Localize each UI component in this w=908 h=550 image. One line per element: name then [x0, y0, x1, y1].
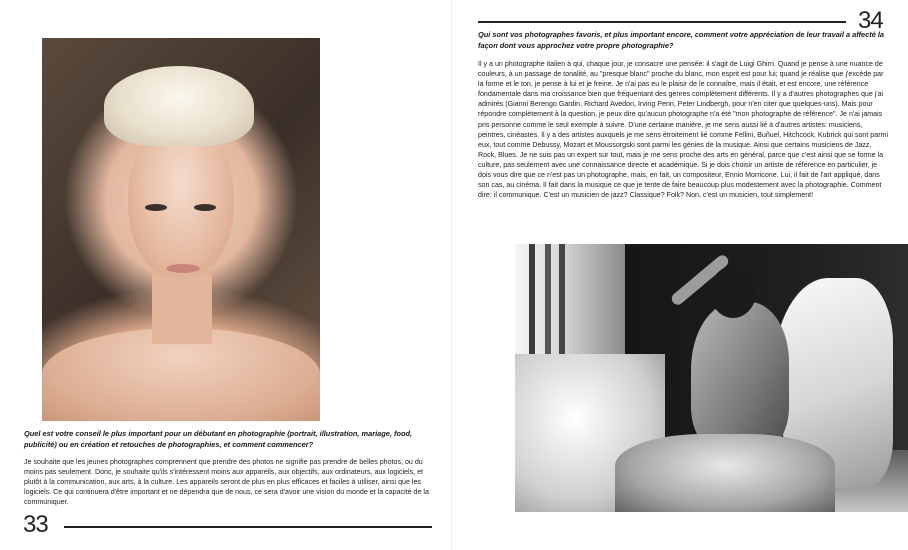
left-answer: Je souhaite que les jeunes photographes comprennent que prendre des photos ne signifie pas prendre de belles photos, ou du moins pas seulement. Donc, je souhaite qu'ils s'intéressent moins aux appareils, aux objectifs, aux ordinateurs, aux logiciels, et plutôt à la communication, aux arts, à la culture. Les appareils seront de plus en plus efficaces et faciles à utiliser, ainsi que les logiciels. Ce qui continuera d'être important et ne dépendra que de nous, ce sera d'avoir une vision du monde et la capacité de la communiquer. — [24, 458, 429, 507]
portrait-photo — [42, 38, 320, 421]
angel-photo — [515, 244, 908, 512]
left-footer-rule — [64, 526, 432, 528]
right-page-number: 34 — [858, 7, 883, 34]
portrait-neck — [152, 274, 212, 344]
angel-head — [710, 266, 756, 318]
right-page — [452, 0, 908, 550]
angel-tulle-skirt — [615, 434, 835, 512]
right-answer: Il y a un photographe italien à qui, chaque jour, je consacre une pensée: il s'agit de Luigi Ghirri. Quand je pense à une nuance de couleurs, à un passage de tonalité, au "presque blanc" proche du blanc, mon esprit est pour lui; quand je réalise que j'excède par la forme et le ton, je pense à lui et je freine. Je n'ai pas eu le plaisir de le connaître, mais il était, et est encore, une référence fondamentale dans ma croissance bien que fréquentant des genres complètement différents. Il y a d'autres photographes que j'ai admirés (Gianni Berengo Gardin, Richard Avedon, Irving Penn, Peter Lindbergh, pour n'en citer que quelques-uns). Mais pour répondre complètement à la question, je peux dire qu'aucun photographe n'a été "mon photographe de référence". Je n'ai jamais pris personne comme le seul exemple à suivre. D'une certaine manière, je me sens aussi lié à d'autres artistes: musiciens, peintres, cinéastes. Il y a des artistes auxquels je me sens étroitement lié comme Fellini, Buñuel, Hitchcock, Kubrick qui sont parmi eux, tout comme Debussy, Mozart et Moussorgski sont parmi les génies de la musique. Ainsi que certains musiciens de Jazz, Rock, Blues. Je ne suis pas un expert sur tout, mais je me sens proche des arts en général, parce que c'est ainsi que se forme la culture, pas seulement avec une connaissance directe et académique. Si je dois choisir un artiste de référence en particulier, je dois vous dire que ce n'est pas un photographe, mais, en fait, un compositeur, Ennio Morricone. Lui, il fait de l'art appliqué, dans son cas, au cinéma. Il fait dans la musique ce que je tente de faire beaucoup plus modestement avec la photographie. Comment dire: il communique. C'est un musicien de jazz? Classique? Folk? Non, c'est un musicien, tout simplement! — [478, 60, 889, 200]
portrait-eye-right — [194, 204, 216, 211]
portrait-eye-left — [145, 204, 167, 211]
right-question: Qui sont vos photographes favoris, et plus important encore, comment votre appréciation de leur travail a affecté la façon dont vous approchez votre propre photographie? — [478, 30, 885, 50]
portrait-lips — [166, 264, 200, 273]
portrait-hair — [104, 66, 254, 146]
left-page — [0, 0, 452, 550]
left-question: Quel est votre conseil le plus important pour un débutant en photographie (portrait, illustration, mariage, food, publicité) ou en création et retouches de photographies, et comment commencer? — [24, 429, 413, 449]
left-page-number: 33 — [23, 511, 48, 538]
right-header-rule — [478, 21, 846, 23]
angel-figure — [691, 302, 789, 452]
angel-photo-window-bars — [529, 244, 535, 364]
